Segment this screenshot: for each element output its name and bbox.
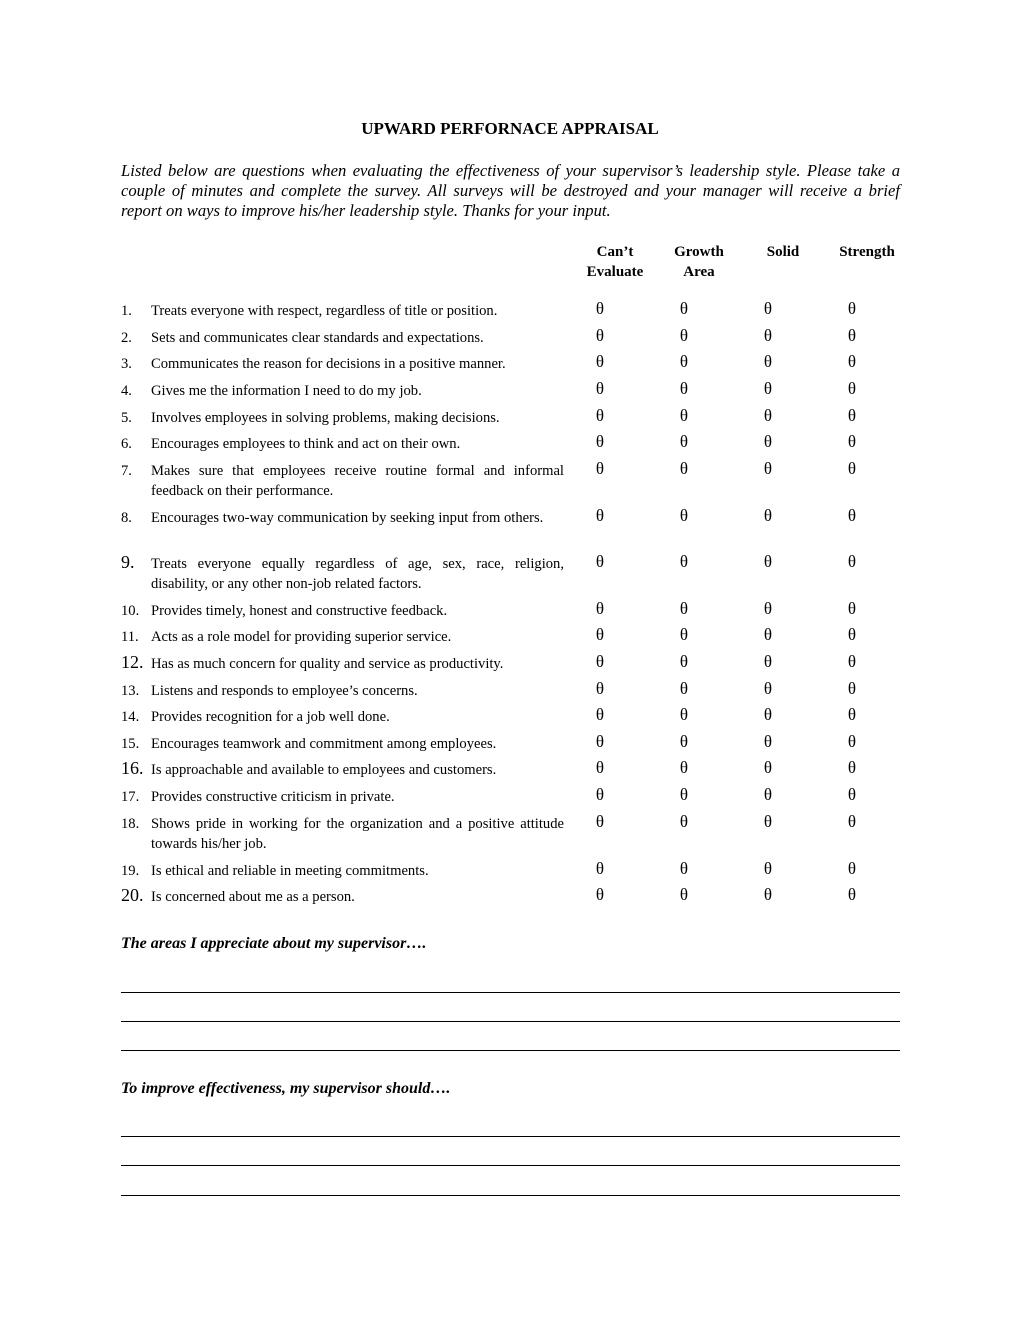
- rating-option-strength[interactable]: θ: [847, 299, 857, 318]
- question-text: Encourages two-way communication by seeking input from others.: [151, 510, 544, 526]
- question-text: Encourages employees to think and act on their own.: [151, 436, 461, 452]
- rating-option-growth-area[interactable]: θ: [679, 859, 689, 878]
- question-text: Provides timely, honest and constructive feedback.: [151, 603, 448, 619]
- rating-option-cant-evaluate[interactable]: θ: [595, 599, 605, 618]
- rating-option-solid[interactable]: θ: [763, 552, 773, 571]
- question-text: Is approachable and available to employees and customers.: [151, 762, 497, 778]
- column-header-line: Can’t: [596, 244, 634, 260]
- rating-option-solid[interactable]: θ: [763, 299, 773, 318]
- rating-option-strength[interactable]: θ: [847, 732, 857, 751]
- rating-option-growth-area[interactable]: θ: [679, 459, 689, 478]
- rating-option-growth-area[interactable]: θ: [679, 679, 689, 698]
- rating-option-cant-evaluate[interactable]: θ: [595, 732, 605, 751]
- rating-option-solid[interactable]: θ: [763, 352, 773, 371]
- rating-option-cant-evaluate[interactable]: θ: [595, 812, 605, 831]
- rating-option-solid[interactable]: θ: [763, 459, 773, 478]
- question-number: 3.: [121, 356, 132, 372]
- rating-option-solid[interactable]: θ: [763, 885, 773, 904]
- rating-option-growth-area[interactable]: θ: [679, 732, 689, 751]
- rating-option-growth-area[interactable]: θ: [679, 812, 689, 831]
- question-number: 1.: [121, 303, 132, 319]
- rating-option-strength[interactable]: θ: [847, 885, 857, 904]
- question-text: Shows pride in working for the organization and a positive attitude towards his/her job.: [151, 816, 564, 852]
- appreciate-answer-line-1[interactable]: [121, 992, 900, 993]
- question-text: Has as much concern for quality and service as productivity.: [151, 656, 504, 672]
- rating-option-strength[interactable]: θ: [847, 432, 857, 451]
- question-number: 9.: [121, 552, 135, 572]
- question-number: 18.: [121, 816, 140, 832]
- rating-option-growth-area[interactable]: θ: [679, 552, 689, 571]
- question-text: Listens and responds to employee’s concerns.: [151, 683, 418, 699]
- rating-option-cant-evaluate[interactable]: θ: [595, 459, 605, 478]
- rating-option-cant-evaluate[interactable]: θ: [595, 352, 605, 371]
- rating-option-strength[interactable]: θ: [847, 599, 857, 618]
- rating-option-cant-evaluate[interactable]: θ: [595, 859, 605, 878]
- question-text: Acts as a role model for providing superior service.: [151, 629, 452, 645]
- question-number: 16.: [121, 758, 144, 778]
- rating-option-cant-evaluate[interactable]: θ: [595, 506, 605, 525]
- rating-option-growth-area[interactable]: θ: [679, 758, 689, 777]
- rating-option-cant-evaluate[interactable]: θ: [595, 299, 605, 318]
- rating-option-growth-area[interactable]: θ: [679, 785, 689, 804]
- question-text: Sets and communicates clear standards and expectations.: [151, 330, 484, 346]
- question-number: 13.: [121, 683, 140, 699]
- rating-option-solid[interactable]: θ: [763, 506, 773, 525]
- question-number: 4.: [121, 383, 132, 399]
- rating-option-solid[interactable]: θ: [763, 859, 773, 878]
- rating-option-strength[interactable]: θ: [847, 326, 857, 345]
- question-number: 8.: [121, 510, 132, 526]
- rating-option-growth-area[interactable]: θ: [679, 379, 689, 398]
- question-text: Is concerned about me as a person.: [151, 889, 355, 905]
- column-header-solid: [738, 242, 828, 262]
- rating-option-cant-evaluate[interactable]: θ: [595, 679, 605, 698]
- intro-paragraph: Listed below are questions when evaluating the effectiveness of your supervisor’s leadership style. Please take a couple of minutes and complete the survey. All surveys will be destroyed and your manager will receive a brief report on ways to improve his/her leadership style. Thanks for your input.: [121, 161, 900, 220]
- rating-option-solid[interactable]: θ: [763, 432, 773, 451]
- appreciate-answer-line-2[interactable]: [121, 1021, 900, 1022]
- question-number: 19.: [121, 863, 140, 879]
- appreciate-heading: The areas I appreciate about my supervisor….: [121, 935, 427, 952]
- rating-option-cant-evaluate[interactable]: θ: [595, 652, 605, 671]
- rating-option-cant-evaluate[interactable]: θ: [595, 885, 605, 904]
- appreciate-answer-line-3[interactable]: [121, 1050, 900, 1051]
- rating-option-solid[interactable]: θ: [763, 326, 773, 345]
- rating-option-solid[interactable]: θ: [763, 625, 773, 644]
- rating-option-strength[interactable]: θ: [847, 758, 857, 777]
- rating-option-cant-evaluate[interactable]: θ: [595, 758, 605, 777]
- rating-option-growth-area[interactable]: θ: [679, 506, 689, 525]
- improve-answer-line-3[interactable]: [121, 1195, 900, 1196]
- rating-option-growth-area[interactable]: θ: [679, 652, 689, 671]
- rating-option-strength[interactable]: θ: [847, 552, 857, 571]
- rating-option-growth-area[interactable]: θ: [679, 299, 689, 318]
- question-number: 7.: [121, 463, 132, 479]
- rating-option-cant-evaluate[interactable]: θ: [595, 406, 605, 425]
- column-header-cant-evaluate: [570, 242, 660, 282]
- improve-heading: To improve effectiveness, my supervisor should….: [121, 1080, 451, 1097]
- column-header-strength: [822, 242, 912, 262]
- improve-answer-line-2[interactable]: [121, 1165, 900, 1166]
- question-text: Provides constructive criticism in private.: [151, 789, 395, 805]
- question-number: 20.: [121, 885, 144, 905]
- rating-option-growth-area[interactable]: θ: [679, 326, 689, 345]
- rating-option-strength[interactable]: θ: [847, 652, 857, 671]
- rating-option-solid[interactable]: θ: [763, 732, 773, 751]
- rating-option-solid[interactable]: θ: [763, 406, 773, 425]
- column-header-line: Area: [683, 264, 715, 280]
- column-header-line: Growth: [674, 244, 724, 260]
- question-number: 12.: [121, 652, 144, 672]
- column-header-line: Strength: [839, 244, 895, 260]
- question-text: Communicates the reason for decisions in a positive manner.: [151, 356, 506, 372]
- rating-option-solid[interactable]: θ: [763, 679, 773, 698]
- question-text: Treats everyone equally regardless of age, sex, race, religion, disability, or any other non-job related factors.: [151, 556, 564, 592]
- question-number: 2.: [121, 330, 132, 346]
- rating-option-strength[interactable]: θ: [847, 625, 857, 644]
- rating-option-solid[interactable]: θ: [763, 758, 773, 777]
- rating-option-cant-evaluate[interactable]: θ: [595, 379, 605, 398]
- question-number: 14.: [121, 709, 140, 725]
- question-text: Is ethical and reliable in meeting commitments.: [151, 863, 429, 879]
- rating-option-cant-evaluate[interactable]: θ: [595, 705, 605, 724]
- rating-option-growth-area[interactable]: θ: [679, 705, 689, 724]
- rating-option-strength[interactable]: θ: [847, 705, 857, 724]
- rating-option-cant-evaluate[interactable]: θ: [595, 552, 605, 571]
- column-header-line: Evaluate: [586, 264, 644, 280]
- question-number: 11.: [121, 629, 139, 645]
- column-header-growth-area: [654, 242, 744, 282]
- question-text: Treats everyone with respect, regardless of title or position.: [151, 303, 498, 319]
- question-text: Makes sure that employees receive routine formal and informal feedback on their performance.: [151, 463, 564, 499]
- rating-option-strength[interactable]: θ: [847, 679, 857, 698]
- rating-option-solid[interactable]: θ: [763, 379, 773, 398]
- question-text: Provides recognition for a job well done.: [151, 709, 390, 725]
- column-header-line: Solid: [766, 244, 800, 260]
- rating-option-solid[interactable]: θ: [763, 785, 773, 804]
- rating-option-growth-area[interactable]: θ: [679, 625, 689, 644]
- question-text: Gives me the information I need to do my job.: [151, 383, 422, 399]
- rating-option-strength[interactable]: θ: [847, 506, 857, 525]
- rating-option-growth-area[interactable]: θ: [679, 885, 689, 904]
- rating-option-strength[interactable]: θ: [847, 352, 857, 371]
- question-number: 6.: [121, 436, 132, 452]
- rating-option-cant-evaluate[interactable]: θ: [595, 432, 605, 451]
- rating-option-strength[interactable]: θ: [847, 859, 857, 878]
- improve-answer-line-1[interactable]: [121, 1136, 900, 1137]
- rating-option-solid[interactable]: θ: [763, 652, 773, 671]
- question-number: 5.: [121, 410, 132, 426]
- rating-option-cant-evaluate[interactable]: θ: [595, 326, 605, 345]
- rating-option-strength[interactable]: θ: [847, 379, 857, 398]
- rating-option-cant-evaluate[interactable]: θ: [595, 785, 605, 804]
- question-number: 10.: [121, 603, 140, 619]
- rating-option-strength[interactable]: θ: [847, 406, 857, 425]
- rating-option-cant-evaluate[interactable]: θ: [595, 625, 605, 644]
- rating-option-strength[interactable]: θ: [847, 785, 857, 804]
- question-text: Encourages teamwork and commitment among employees.: [151, 736, 497, 752]
- question-text: Involves employees in solving problems, making decisions.: [151, 410, 500, 426]
- rating-option-solid[interactable]: θ: [763, 705, 773, 724]
- rating-option-growth-area[interactable]: θ: [679, 406, 689, 425]
- page-title: UPWARD PERFORNACE APPRAISAL: [361, 119, 659, 138]
- rating-option-solid[interactable]: θ: [763, 812, 773, 831]
- rating-option-strength[interactable]: θ: [847, 812, 857, 831]
- rating-option-strength[interactable]: θ: [847, 459, 857, 478]
- rating-option-growth-area[interactable]: θ: [679, 352, 689, 371]
- rating-option-growth-area[interactable]: θ: [679, 432, 689, 451]
- rating-option-solid[interactable]: θ: [763, 599, 773, 618]
- question-number: 17.: [121, 789, 140, 805]
- rating-option-growth-area[interactable]: θ: [679, 599, 689, 618]
- question-number: 15.: [121, 736, 140, 752]
